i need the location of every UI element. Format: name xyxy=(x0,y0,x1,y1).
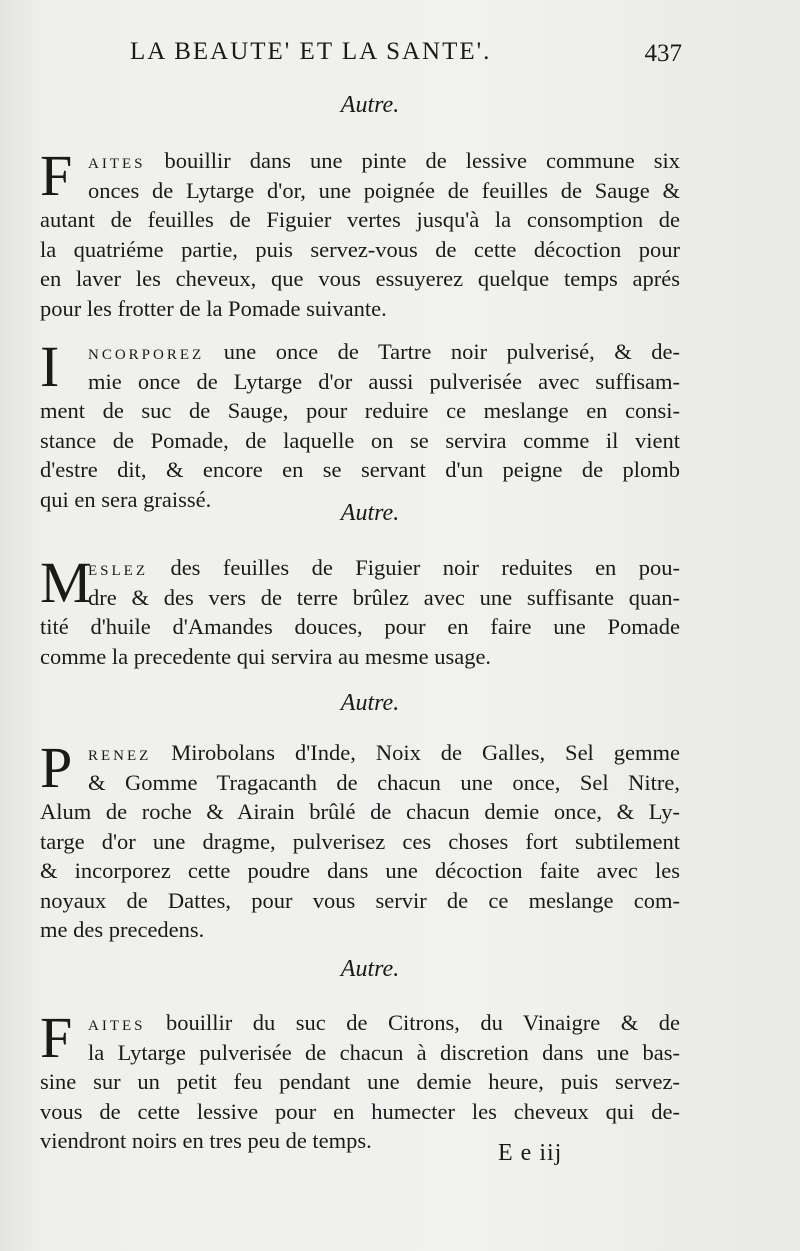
section-heading-5: Autre. xyxy=(340,956,400,982)
text-line: comme la precedente qui servira au mesme usage. xyxy=(40,643,492,669)
text-line: la Lytarge pulverisée de chacun à discretion dans une bas- xyxy=(88,1039,680,1065)
text-line: ESLEZ des feuilles de Figuier noir reduites en pou- xyxy=(88,555,680,580)
text-line: autant de feuilles de Figuier vertes jusqu'à la consomption de xyxy=(40,207,680,232)
text-line: la quatriéme partie, puis servez-vous de cette décoction pour xyxy=(40,236,680,262)
text-line: tité d'huile d'Amandes douces, pour en faire une Pomade xyxy=(40,614,680,639)
section-heading-3: Autre. xyxy=(340,500,400,526)
drop-cap: F xyxy=(40,1005,73,1070)
text-line: sine sur un petit feu pendant une demie heure, puis servez- xyxy=(40,1069,680,1094)
paragraph-1 xyxy=(40,143,680,323)
section-heading-4: Autre. xyxy=(340,690,400,716)
section-heading-1: Autre. xyxy=(340,92,400,118)
text-line: & Gomme Tragacanth de chacun une once, Sel Nitre, xyxy=(88,769,680,795)
text-line: RENEZ Mirobolans d'Inde, Noix de Galles, Sel gemme xyxy=(88,740,680,765)
text-line: vous de cette lessive pour en humecter les cheveux qui de- xyxy=(40,1098,680,1124)
catchword: E e iij xyxy=(498,1140,563,1166)
text-line: en laver les cheveux, que vous essuyerez quelque temps aprés xyxy=(40,266,680,291)
text-line: noyaux de Dattes, pour vous servir de ce meslange com- xyxy=(40,887,680,913)
paragraph-5 xyxy=(40,1005,680,1156)
text-line: d'estre dit, & encore en se servant d'un peigne de plomb xyxy=(40,457,680,482)
text-line: me des precedens. xyxy=(40,917,205,942)
text-line: qui en sera graissé. xyxy=(40,486,212,512)
text-line: Alum de roche & Airain brûlé de chacun demie once, & Ly- xyxy=(40,799,680,824)
drop-cap: F xyxy=(40,143,73,208)
running-head xyxy=(130,38,690,78)
paragraph-4 xyxy=(40,735,680,945)
text-line: onces de Lytarge d'or, une poignée de feuilles de Sauge & xyxy=(88,177,680,203)
text-line: ment de suc de Sauge, pour reduire ce meslange en consi- xyxy=(40,398,680,423)
drop-cap: I xyxy=(40,334,60,399)
text-line: mie once de Lytarge d'or aussi pulverisée avec suffisam- xyxy=(88,368,680,394)
drop-cap: M xyxy=(40,550,92,615)
paragraph-2 xyxy=(40,334,680,514)
drop-cap: P xyxy=(40,735,73,800)
text-line: viendront noirs en tres peu de temps. xyxy=(40,1128,372,1153)
text-line: targe d'or une dragme, pulverisez ces choses fort subtilement xyxy=(40,828,680,854)
text-line: & incorporez cette poudre dans une décoction faite avec les xyxy=(40,858,680,883)
text-line: pour les frotter de la Pomade suivante. xyxy=(40,295,387,321)
text-line: AITES bouillir du suc de Citrons, du Vinaigre & de xyxy=(88,1010,680,1035)
paragraph-3 xyxy=(40,550,680,671)
text-line: NCORPOREZ une once de Tartre noir pulverisé, & de- xyxy=(88,339,680,364)
text-line: stance de Pomade, de laquelle on se servira comme il vient xyxy=(40,427,680,453)
page-number: 437 xyxy=(644,40,682,67)
text-line: dre & des vers de terre brûlez avec une suffisante quan- xyxy=(88,584,680,610)
running-title: LA BEAUTE' ET LA SANTE'. xyxy=(130,38,492,65)
text-line: AITES bouillir dans une pinte de lessive commune six xyxy=(88,148,680,173)
